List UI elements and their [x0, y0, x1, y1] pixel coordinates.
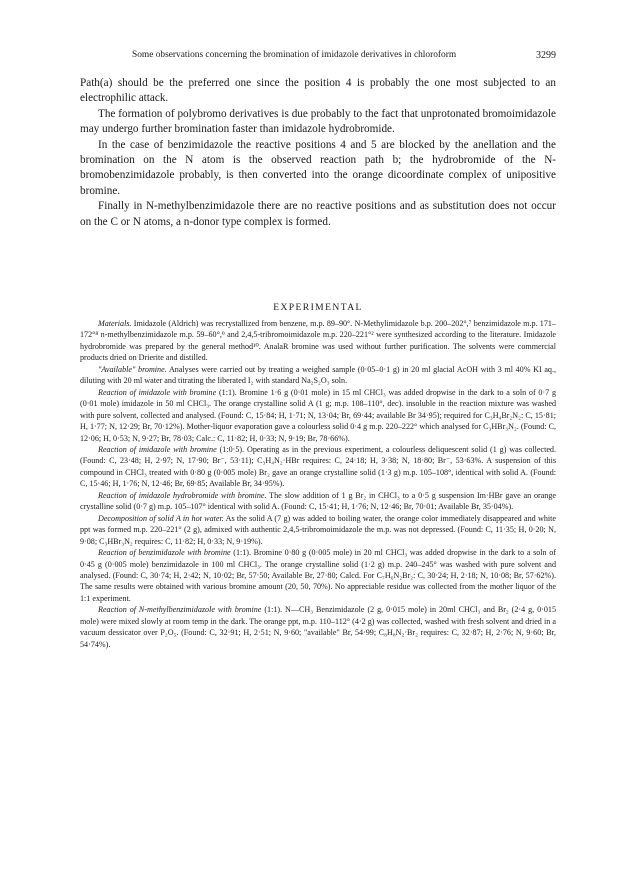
paragraph-lead: Reaction of imidazole with bromine	[98, 444, 217, 454]
discussion-paragraph-3: In the case of benzimidazole the reactive positions 4 and 5 are blocked by the anellation and the bromination on the N atom is the observed reaction path b; the hydrobromide of the N-bromobenzimidazole probably, is then converted into the orange dicoordinate complex of unipositive bromine.	[80, 138, 556, 197]
paragraph-lead: Reaction of imidazole hydrobromide with bromine.	[98, 490, 267, 500]
imidazole-bromine-1-1-paragraph	[80, 387, 556, 444]
materials-paragraph	[80, 318, 556, 364]
paragraph-lead: Reaction of N-methylbenzimidazole with bromine	[98, 605, 262, 615]
experimental-text	[80, 318, 556, 650]
methylbenzimidazole-paragraph	[80, 604, 556, 650]
paragraph-body: Analyses were carried out by treating a weighed sample (0·05–0·1 g) in 20 ml glacial AcOH with 3 ml 40% KI aq., diluting with 20 ml water and titrating the liberated I₂ with standard Na₂S₂O₃ soln.	[80, 364, 557, 386]
running-header	[80, 50, 556, 64]
decomposition-paragraph	[80, 513, 556, 547]
section-heading: EXPERIMENTAL	[273, 302, 363, 313]
running-title: Some observations concerning the bromination of imidazole derivatives in chloroform	[132, 50, 457, 60]
benzimidazole-paragraph	[80, 547, 556, 604]
discussion-paragraph-1: Path(a) should be the preferred one since the position 4 is probably the one most subjected to an electrophilic attack.	[80, 77, 556, 105]
paragraph-body: (1:1). Bromine 1·6 g (0·01 mole) in 15 ml CHCl₃ was added dropwise in the dark to a soln of 0·7 g (0·01 mole) imidazole in 50 ml CHCl₃. The orange crystalline solid A (1 g; m.p. 108–110°, dec). insoluble in the reaction mixture was washed with pure solvent, collected and analysed. (Found: C, 15·84; H, 1·71; N, 13·04; Br, 69·44; available Br 34·95); required for C₃H₄Br₂N₂: C, 15·81; H, 1·77; N, 12·29; Br, 70·12%). Mother-liquor evaporation gave a colourless solid 0·4 g m.p. 220–222° which analysed for C₃HBr₃N₂. (Found: C, 12·06; H, 0·53; N, 9·27; Br, 78·03; Calc.: C, 11·82; H, 0·33; N, 9·19; Br, 78·66%).	[80, 387, 556, 443]
paragraph-lead: "Available" bromine.	[98, 364, 167, 374]
paragraph-body: (1:1). Bromine 0·80 g (0·005 mole) in 20 ml CHCl₃ was added dropwise in the dark to a soln of 0·45 g (0·005 mole) benzimidazole in 100 ml CHCl₃. The orange crystalline solid (1·2 g) m.p. 240–245° was washed with pure solvent and analysed. (Found: C, 30·74; H, 2·42; N, 10·02; Br, 57·50; Available Br, 27·80; Calcd. For C₇H₆N₂Br₂: C, 30·24; H, 2·18; N, 10·08; Br, 57·62%). The same results were obtained with various bromine amount (20, 50, 70%). No appreciable residue was collected from the mother liquor of the 1:1 experiment.	[80, 548, 556, 603]
paragraph-body: The slow addition of 1 g Br₂ in CHCl₃ to a 0·5 g suspension Im·HBr gave an orange crystalline solid (0·7 g) m.p. 105–107° identical with solid A. (Found: C, 15·41; H, 1·76; N, 12·46; Br, 70·01; Available Br, 35·04%).	[80, 490, 556, 512]
available-bromine-paragraph	[80, 364, 556, 387]
paragraph-lead: Reaction of imidazole with bromine	[98, 387, 217, 397]
paragraph-body: (1:0·5). Operating as in the previous experiment, a colourless deliquescent solid (1 g) was collected. (Found: C, 23·48; H, 2·97; N, 17·90; Br⁻, 53·11); C₃H₄N₂·HBr requires: C, 24·18; H, 3·38; N, 18·80; Br⁻, 53·63%. A suspension of this compound in CHCl₃ treated with 0·80 g (0·005 mole) Br₂ gave an orange crystalline solid (1·3 g) m.p. 105–108°, identical with solid A. (Found: C, 15·46; H, 1·76; N, 12·46; Br, 69·85; Available Br, 34·95%).	[80, 444, 556, 489]
paragraph-lead: Materials.	[98, 319, 132, 328]
page-number: 3299	[536, 50, 556, 61]
paragraph-body: Imidazole (Aldrich) was recrystallized from benzene, m.p. 89–90°. N-Methylimidazole b.p. 200–202°,⁷ benzimidazole m.p. 171–172°⁸ n-methylbenzimidazole m.p. 59–60°,⁹ and 2,4,5-tribromoimidazole m.p. 220–221°² were synthesized according to the literature. Imidazole hydrobromide was prepared by the general method¹⁰. AnalaR bromine was used without further purification. The solvents were commercial products dried on Drierite and distilled.	[80, 319, 556, 363]
discussion-paragraph-2: The formation of polybromo derivatives is due probably to the fact that unprotonated bromoimidazole may undergo further bromination faster than imidazole hydrobromide.	[80, 107, 556, 136]
hydrobromide-paragraph	[80, 490, 556, 513]
paragraph-body: (1:1). N—CH₃ Benzimidazole (2 g, 0·015 mole) in 20ml CHCl₃ and Br₂ (2·4 g, 0·015 mole) were mixed slowly at room temp in the dark. The orange ppt, m.p. 110–112° (4·2 g) was collected, washed with fresh solvent and dried in a vacuum dessicator over P₂O₅. (Found: C, 32·91; H, 2·51; N, 9·60; "available" Br, 54·99; C₈H₈N₂·Br₂ requires: C, 32·87; H, 2·76; N, 9·60; Br, 54·74%).	[80, 605, 556, 649]
discussion-paragraph-4: Finally in N-methylbenzimidazole there are no reactive positions and as substitution does not occur on the C or N atoms, a n-donor type complex is formed.	[80, 200, 556, 228]
paragraph-lead: Decomposition of solid A in hot water.	[98, 513, 224, 523]
paragraph-lead: Reaction of benzimidazole with bromine	[98, 548, 231, 558]
imidazole-bromine-1-05-paragraph	[80, 444, 556, 490]
discussion-text	[80, 76, 556, 230]
paragraph-body: As the solid A (7 g) was added to boiling water, the orange color immediately disappeared and white ppt was formed m.p. 220–221° (2 g), admixed with authentic 2,4,5-tribromoimidazole the m.p. was not depressed. (Found: C, 11·35; H, 0·20; N, 9·08; C₃HBr₃N₂ requires: C, 11·82; H, 0·33; N, 9·19%).	[80, 513, 556, 546]
